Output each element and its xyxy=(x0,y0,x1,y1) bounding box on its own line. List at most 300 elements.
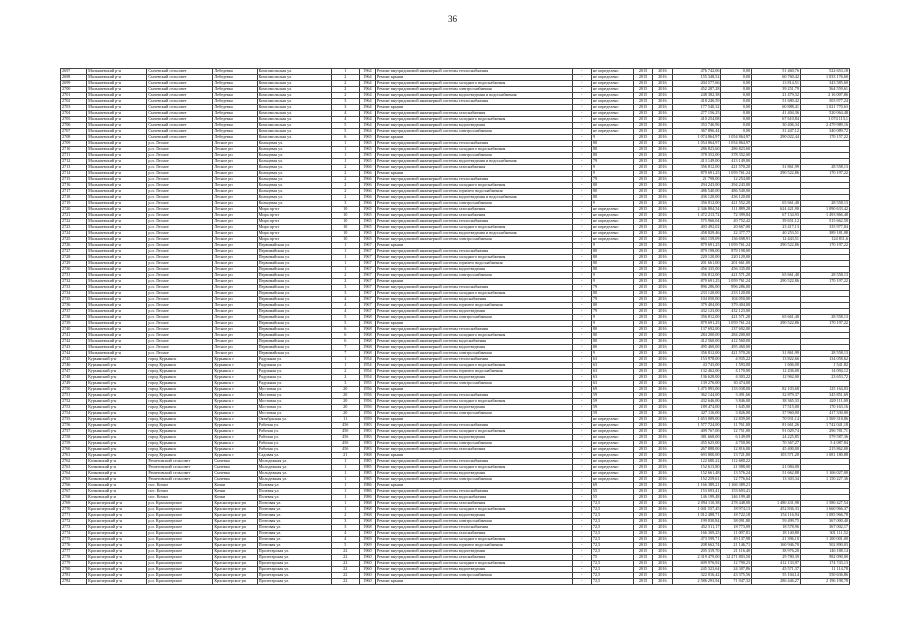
cell-cost-total: 356 812,00 xyxy=(672,351,721,357)
cell-street: Кольцевая ул. xyxy=(257,159,331,165)
cell-cost-total: 362 144,00 xyxy=(672,393,721,399)
cell-row-number: 2703 xyxy=(61,105,87,111)
cell-dash-mark: - xyxy=(572,489,591,495)
cell-cost-fund: 11 097,81 xyxy=(721,531,752,537)
cell-district: Кочковский р-н xyxy=(87,489,147,495)
cell-municipality: Сычевский сельсовет xyxy=(147,87,213,93)
cell-cost-fund: 104 050,00 xyxy=(721,297,752,303)
cell-row-number: 2765 xyxy=(61,477,87,483)
cell-status: 80 xyxy=(591,153,633,159)
cell-locality: Лесное рп xyxy=(213,279,257,285)
cell-work-type: Ремонт внутридомовой инженерной системы теплоснабжения xyxy=(375,423,572,429)
cell-cost-other: 170 197,22 xyxy=(800,171,849,177)
cell-status: 55 xyxy=(591,489,633,495)
cell-build-year: 1969 xyxy=(359,531,375,537)
cell-cost-total: 879 198,00 xyxy=(672,249,721,255)
cell-locality: Лебедевка xyxy=(213,81,257,87)
cell-street: Почтовая ул. xyxy=(257,537,331,543)
cell-dash-mark: - xyxy=(572,213,591,219)
cell-cost-fund: 21 988,00 xyxy=(721,465,752,471)
cell-status: 69 xyxy=(591,387,633,393)
cell-cost-other: 417 330,00 xyxy=(800,411,849,417)
cell-status: не определено xyxy=(591,231,633,237)
cell-cost-owners: 81 661,26 xyxy=(752,423,801,429)
cell-year-start: 2015 xyxy=(633,117,652,123)
cell-row-number: 2718 xyxy=(61,195,87,201)
cell-municipality: Сычевский сельсовет xyxy=(147,75,213,81)
cell-street: Кольцевая ул. xyxy=(257,177,331,183)
cell-cost-owners: 38 976,20 xyxy=(752,549,801,555)
cell-year-start: 2015 xyxy=(633,429,652,435)
cell-cost-other: 579 587,36 xyxy=(800,435,849,441)
cell-municipality: город Курьинск xyxy=(147,435,213,441)
cell-build-year: 1968 xyxy=(359,519,375,525)
cell-build-year: 1964 xyxy=(359,75,375,81)
cell-row-number: 2762 xyxy=(61,459,87,465)
cell-cost-fund: 378 352,00 xyxy=(721,153,752,159)
cell-municipality: р.п. Лесное xyxy=(147,159,213,165)
cell-row-number: 2704 xyxy=(61,111,87,117)
cell-locality: Лесное рп xyxy=(213,201,257,207)
cell-cost-fund: 1 054 864,97 xyxy=(721,141,752,147)
cell-build-year: 1954 xyxy=(359,363,375,369)
cell-cost-other: 170 197,22 xyxy=(800,321,849,327)
cell-locality: Лебедевка xyxy=(213,111,257,117)
cell-year-end: 2016 xyxy=(653,105,672,111)
cell-district: Малышевский р-н xyxy=(87,225,147,231)
cell-municipality: Сычевский сельсовет xyxy=(147,129,213,135)
cell-street: Первомайская ул. xyxy=(257,333,331,339)
cell-locality: Курьинск г xyxy=(213,375,257,381)
cell-cost-owners: 290 522,86 xyxy=(752,243,801,249)
cell-build-year: 1956 xyxy=(359,411,375,417)
cell-build-year: 1956 xyxy=(359,399,375,405)
cell-cost-total: 356 812,00 xyxy=(672,273,721,279)
cell-row-number: 2725 xyxy=(61,237,87,243)
cell-cost-total: 153 978,00 xyxy=(672,357,721,363)
cell-work-type: Ремонт внутридомовой инженерной системы электроснабжения xyxy=(375,201,572,207)
cell-year-end: 2016 xyxy=(653,363,672,369)
cell-cost-owners: 18 140,80 xyxy=(752,531,801,537)
cell-cost-owners: 624 421,90 xyxy=(752,207,801,213)
cell-street: Комсомольская ул. xyxy=(257,99,331,105)
cell-cost-other: 1 081 180,88 xyxy=(800,453,849,459)
cell-row-number: 2713 xyxy=(61,165,87,171)
cell-district: Краснозерский р-н xyxy=(87,573,147,579)
cell-dash-mark: - xyxy=(572,129,591,135)
cell-cost-owners: 37 960,00 xyxy=(752,411,801,417)
cell-street: Первомайская ул. xyxy=(257,285,331,291)
cell-municipality: р.п. Краснозерское xyxy=(147,537,213,543)
cell-locality: Лесное рп xyxy=(213,321,257,327)
cell-cost-owners: 290 022,44 xyxy=(752,135,801,141)
cell-cost-owners: 290 522,86 xyxy=(752,321,801,327)
cell-year-start: 2015 xyxy=(633,405,652,411)
cell-work-type: Ремонт внутридомовой инженерной системы теплоснабжения xyxy=(375,219,572,225)
cell-status: не определено xyxy=(591,471,633,477)
cell-cost-owners: 31 861,99 xyxy=(752,351,801,357)
cell-street: Рабочая ул. xyxy=(257,435,331,441)
cell-municipality: город Курьинск xyxy=(147,369,213,375)
cell-dash-mark: - xyxy=(572,69,591,75)
cell-municipality: р.п. Лесное xyxy=(147,273,213,279)
cell-district: Малышевский р-н xyxy=(87,111,147,117)
cell-district: Малышевский р-н xyxy=(87,165,147,171)
cell-row-number: 2776 xyxy=(61,543,87,549)
cell-cost-owners: 65 661,40 xyxy=(752,315,801,321)
cell-cost-total: 353 746,96 xyxy=(672,123,721,129)
cell-house-number: 1 xyxy=(331,465,359,471)
cell-work-type: Ремонт внутридомовой инженерной системы электроснабжения xyxy=(375,129,572,135)
cell-street: Радужная ул. xyxy=(257,375,331,381)
cell-work-type: Ремонт внутридомовой инженерной системы водоснабжения xyxy=(375,297,572,303)
cell-locality: Лесное рп xyxy=(213,333,257,339)
cell-street: Мостовая ул. xyxy=(257,387,331,393)
cell-cost-owners: 60 888,41 xyxy=(752,105,801,111)
cell-street: Радужная ул. xyxy=(257,357,331,363)
cell-build-year: 1964 xyxy=(359,81,375,87)
cell-cost-owners: 51 662,88 xyxy=(752,471,801,477)
cell-cost-owners: 290 522,86 xyxy=(752,279,801,285)
cell-cost-fund: 421 570,20 xyxy=(721,165,752,171)
cell-year-end: 2016 xyxy=(653,513,672,519)
cell-cost-total: 452 511,17 xyxy=(672,525,721,531)
cell-cost-fund: 24 307,86 xyxy=(721,567,752,573)
cell-build-year: 1954 xyxy=(359,369,375,375)
cell-cost-other: 1 085 966,78 xyxy=(800,513,849,519)
cell-status: 9 xyxy=(591,243,633,249)
cell-row-number: 2780 xyxy=(61,567,87,573)
cell-year-end: 2016 xyxy=(653,81,672,87)
cell-build-year: 1954 xyxy=(359,357,375,363)
cell-status: не определено xyxy=(591,465,633,471)
cell-locality: Краснозерское рп xyxy=(213,573,257,579)
cell-work-type: Ремонт внутридомовой инженерной системы водоотведения xyxy=(375,471,572,477)
cell-build-year: 1966 xyxy=(359,177,375,183)
cell-cost-fund: 30 474,00 xyxy=(721,381,752,387)
cell-dash-mark: - xyxy=(572,381,591,387)
cell-cost-fund: 1 054 864,97 xyxy=(721,135,752,141)
cell-year-start: 2015 xyxy=(633,249,652,255)
cell-municipality: р.п. Лесное xyxy=(147,255,213,261)
cell-cost-total: 205 319,70 xyxy=(672,549,721,555)
cell-cost-other: 28 558,13 xyxy=(800,351,849,357)
cell-year-start: 2015 xyxy=(633,573,652,579)
cell-build-year: 1955 xyxy=(359,381,375,387)
cell-dash-mark: - xyxy=(572,405,591,411)
cell-street: Мира пр-кт xyxy=(257,213,331,219)
cell-build-year: 1985 xyxy=(359,477,375,483)
cell-build-year: 1968 xyxy=(359,315,375,321)
cell-status: 80 xyxy=(591,267,633,273)
cell-status: не определено xyxy=(591,225,633,231)
cell-cost-total: 199 830,84 xyxy=(672,519,721,525)
cell-work-type: Ремонт внутридомовой инженерной системы теплоснабжения xyxy=(375,249,572,255)
cell-work-type: Ремонт внутридомовой инженерной системы холодного водоснабжения xyxy=(375,117,572,123)
cell-street: Комсомольская ул. xyxy=(257,117,331,123)
cell-build-year: 1966 xyxy=(359,165,375,171)
cell-work-type: Ремонт внутридомовой инженерной системы газоснабжения xyxy=(375,531,572,537)
cell-house-number: 1 xyxy=(331,507,359,513)
cell-year-start: 2015 xyxy=(633,231,652,237)
cell-house-number: 1 xyxy=(331,249,359,255)
cell-work-type: Ремонт внутридомовой инженерной системы электроснабжения xyxy=(375,381,572,387)
cell-locality: Курьинск г xyxy=(213,411,257,417)
cell-work-type: Ремонт внутридомовой инженерной системы холодного водоснабжения xyxy=(375,183,572,189)
cell-dash-mark: - xyxy=(572,75,591,81)
cell-row-number: 2770 xyxy=(61,507,87,513)
cell-locality: Лесное рп xyxy=(213,351,257,357)
cell-status: 80 xyxy=(591,291,633,297)
cell-year-end: 2016 xyxy=(653,249,672,255)
cell-build-year: 1956 xyxy=(359,393,375,399)
cell-cost-other: 502 890,03 xyxy=(800,543,849,549)
cell-municipality: р.п. Лесное xyxy=(147,195,213,201)
cell-build-year: 1968 xyxy=(359,339,375,345)
cell-cost-fund: 12 271 803,50 xyxy=(721,555,752,561)
cell-cost-fund: 4 935,22 xyxy=(721,357,752,363)
cell-house-number: 22 xyxy=(331,579,359,585)
cell-municipality: Решетовский сельсовет xyxy=(147,471,213,477)
cell-cost-fund: 896 286,00 xyxy=(721,285,752,291)
cell-cost-total: 427 116,00 xyxy=(672,411,721,417)
cell-locality: Лесное рп xyxy=(213,291,257,297)
cell-dash-mark: - xyxy=(572,561,591,567)
cell-row-number: 2735 xyxy=(61,297,87,303)
cell-municipality: р.п. Лесное xyxy=(147,261,213,267)
cell-locality: Курьинск г xyxy=(213,453,257,459)
cell-dash-mark: - xyxy=(572,327,591,333)
cell-cost-fund: 0,00 xyxy=(721,81,752,87)
cell-work-type: Ремонт внутридомовой инженерной системы горячего водоснабжения xyxy=(375,543,572,549)
cell-cost-owners: 55 104,14 xyxy=(752,573,801,579)
cell-status: 80 xyxy=(591,339,633,345)
cell-cost-other: 1 742 041,18 xyxy=(800,423,849,429)
cell-build-year: 1965 xyxy=(359,135,375,141)
cell-dash-mark: - xyxy=(572,483,591,489)
cell-district: Краснозерский р-н xyxy=(87,549,147,555)
cell-district: Краснозерский р-н xyxy=(87,567,147,573)
cell-district: Малышевский р-н xyxy=(87,267,147,273)
cell-cost-total: 286 823,60 xyxy=(672,147,721,153)
cell-year-start: 2015 xyxy=(633,93,652,99)
cell-row-number: 2712 xyxy=(61,159,87,165)
cell-municipality: р.п. Лесное xyxy=(147,231,213,237)
cell-street: Рабочая ул. xyxy=(257,447,331,453)
cell-street: Пролетарская ул. xyxy=(257,567,331,573)
cell-year-start: 2015 xyxy=(633,369,652,375)
cell-locality: Курьинск г xyxy=(213,441,257,447)
cell-house-number: 6 xyxy=(331,135,359,141)
cell-row-number: 2711 xyxy=(61,153,87,159)
cell-work-type: Ремонт внутридомовой инженерной системы горячего водоснабжения xyxy=(375,369,572,375)
cell-cost-total: 2 094 110,38 xyxy=(672,501,721,507)
cell-locality: Курьинск г xyxy=(213,429,257,435)
cell-status: 79 xyxy=(591,309,633,315)
cell-row-number: 2717 xyxy=(61,189,87,195)
cell-year-end: 2016 xyxy=(653,297,672,303)
cell-cost-fund: 278 448,00 xyxy=(721,501,752,507)
cell-status: 80 xyxy=(591,195,633,201)
cell-year-end: 2016 xyxy=(653,423,672,429)
cell-year-end: 2016 xyxy=(653,99,672,105)
cell-cost-other: 389 181,08 xyxy=(800,231,849,237)
cell-cost-fund: 12 790,23 xyxy=(721,561,752,567)
cell-street: Почтовая ул. xyxy=(257,519,331,525)
cell-work-type: Ремонт внутридомовой инженерной системы электроснабжения xyxy=(375,87,572,93)
cell-cost-total: 356 812,00 xyxy=(672,201,721,207)
cell-cost-fund: 456 335,00 xyxy=(721,267,752,273)
cell-cost-owners: 1 606,00 xyxy=(752,363,801,369)
cell-house-number: 4 xyxy=(331,309,359,315)
cell-locality: Курьинск г xyxy=(213,417,257,423)
cell-status: не определено xyxy=(591,87,633,93)
cell-house-number: 3 xyxy=(331,201,359,207)
cell-cost-fund: 3 846,00 xyxy=(721,399,752,405)
cell-cost-fund: 1 059 761,24 xyxy=(721,279,752,285)
cell-status: 72,5 xyxy=(591,567,633,573)
cell-cost-fund: 0,00 xyxy=(721,87,752,93)
cell-year-start: 2015 xyxy=(633,237,652,243)
cell-district: Краснозерский р-н xyxy=(87,531,147,537)
cell-work-type: Ремонт внутридомовой инженерной системы холодного водоснабжения xyxy=(375,465,572,471)
cell-locality: Лебедевка xyxy=(213,123,257,129)
cell-cost-total: 189 474,00 xyxy=(672,405,721,411)
cell-locality: Краснозерское рп xyxy=(213,507,257,513)
cell-street: Первомайская ул. xyxy=(257,249,331,255)
cell-cost-owners: 12 962,00 xyxy=(752,375,801,381)
cell-year-end: 2016 xyxy=(653,219,672,225)
cell-year-end: 2016 xyxy=(653,357,672,363)
cell-municipality: Сычевский сельсовет xyxy=(147,93,213,99)
cell-locality: Лесное рп xyxy=(213,153,257,159)
cell-year-start: 2015 xyxy=(633,417,652,423)
cell-municipality: Сычевский сельсовет xyxy=(147,105,213,111)
cell-street: Рабочая ул. xyxy=(257,441,331,447)
cell-year-end: 2016 xyxy=(653,417,672,423)
cell-municipality: р.п. Лесное xyxy=(147,207,213,213)
cell-cost-total: 609 976,92 xyxy=(672,561,721,567)
cell-district: Малышевский р-н xyxy=(87,297,147,303)
cell-district: Курьинский р-н xyxy=(87,411,147,417)
cell-year-start: 2015 xyxy=(633,213,652,219)
cell-district: Малышевский р-н xyxy=(87,129,147,135)
cell-cost-fund: 413 149,00 xyxy=(721,159,752,165)
cell-cost-other: 343 585,60 xyxy=(800,81,849,87)
cell-street: Полевая ул. xyxy=(257,495,331,501)
cell-status: 9 xyxy=(591,171,633,177)
cell-municipality: р.п. Лесное xyxy=(147,249,213,255)
cell-district: Краснозерский р-н xyxy=(87,555,147,561)
cell-cost-total: 153 693,41 xyxy=(672,489,721,495)
cell-year-end: 2016 xyxy=(653,579,672,585)
cell-municipality: пос. Кочки xyxy=(147,495,213,501)
cell-cost-fund: 233 120,00 xyxy=(721,291,752,297)
cell-work-type: Ремонт внутридомовой инженерной системы газоснабжения xyxy=(375,111,572,117)
cell-district: Курьинский р-н xyxy=(87,387,147,393)
cell-cost-other: 134 058,62 xyxy=(800,357,849,363)
cell-cost-total: 177 540,32 xyxy=(672,105,721,111)
cell-work-type: Ремонт внутридомовой инженерной системы водоотведения xyxy=(375,123,572,129)
cell-status: 63 xyxy=(591,363,633,369)
cell-house-number: 20 xyxy=(331,387,359,393)
cell-dash-mark: - xyxy=(572,231,591,237)
cell-work-type: Ремонт крыши xyxy=(375,171,572,177)
cell-dash-mark: - xyxy=(572,303,591,309)
cell-row-number: 2757 xyxy=(61,429,87,435)
cell-locality: Курьинск г xyxy=(213,405,257,411)
cell-year-end: 2016 xyxy=(653,171,672,177)
cell-status: 80 xyxy=(591,141,633,147)
cell-house-number: 4 xyxy=(331,117,359,123)
cell-cost-owners: 12 436,00 xyxy=(752,369,801,375)
cell-cost-owners: 70 931,14 xyxy=(752,417,801,423)
cell-work-type: Ремонт крыши xyxy=(375,321,572,327)
cell-year-start: 2015 xyxy=(633,69,652,75)
cell-district: Малышевский р-н xyxy=(87,273,147,279)
cell-locality: Краснозерское рп xyxy=(213,567,257,573)
cell-year-start: 2015 xyxy=(633,327,652,333)
cell-status: не определено xyxy=(591,429,633,435)
cell-year-start: 2015 xyxy=(633,423,652,429)
cell-status: 72,5 xyxy=(591,501,633,507)
cell-district: Малышевский р-н xyxy=(87,255,147,261)
cell-cost-fund: 495 460,00 xyxy=(721,345,752,351)
cell-cost-other: 550 636,86 xyxy=(800,573,849,579)
cell-locality: Лебедевка xyxy=(213,69,257,75)
cell-build-year: 1968 xyxy=(359,501,375,507)
cell-year-start: 2015 xyxy=(633,441,652,447)
cell-cost-other: 515 662,50 xyxy=(800,219,849,225)
cell-row-number: 2760 xyxy=(61,447,87,453)
cell-build-year: 1960 xyxy=(359,555,375,561)
cell-year-end: 2016 xyxy=(653,471,672,477)
cell-row-number: 2759 xyxy=(61,441,87,447)
cell-row-number: 2698 xyxy=(61,75,87,81)
cell-year-start: 2015 xyxy=(633,177,652,183)
cell-cost-total: 132 462,00 xyxy=(672,369,721,375)
cell-work-type: Ремонт внутридомовой инженерной системы холодного водоснабжения xyxy=(375,147,572,153)
cell-cost-owners: 21 084,00 xyxy=(752,465,801,471)
cell-cost-fund: 20 752,42 xyxy=(721,219,752,225)
cell-locality: Лесное рп xyxy=(213,159,257,165)
cell-row-number: 2774 xyxy=(61,531,87,537)
cell-year-end: 2016 xyxy=(653,573,672,579)
cell-year-end: 2016 xyxy=(653,405,672,411)
cell-cost-fund: 13 576,24 xyxy=(721,471,752,477)
cell-row-number: 2758 xyxy=(61,435,87,441)
cell-build-year: 1965 xyxy=(359,147,375,153)
cell-year-start: 2015 xyxy=(633,477,652,483)
cell-build-year: 1985 xyxy=(359,465,375,471)
cell-cost-owners: 65 661,40 xyxy=(752,201,801,207)
cell-work-type: Ремонт внутридомовой инженерной системы холодного водоснабжения xyxy=(375,561,572,567)
cell-build-year: 1967 xyxy=(359,255,375,261)
cell-build-year: 1967 xyxy=(359,273,375,279)
cell-district: Краснозерский р-н xyxy=(87,507,147,513)
cell-year-end: 2016 xyxy=(653,381,672,387)
cell-work-type: Ремонт внутридомовой инженерной системы холодного водоснабжения xyxy=(375,537,572,543)
cell-work-type: Ремонт внутридомовой инженерной системы водоотведения xyxy=(375,549,572,555)
cell-row-number: 2775 xyxy=(61,537,87,543)
cell-locality: Лебедевка xyxy=(213,135,257,141)
cell-municipality: р.п. Лесное xyxy=(147,351,213,357)
cell-work-type: Ремонт внутридомовой инженерной системы электроснабжения xyxy=(375,441,572,447)
cell-district: Малышевский р-н xyxy=(87,99,147,105)
cell-year-end: 2016 xyxy=(653,375,672,381)
cell-build-year: 1986 xyxy=(359,489,375,495)
cell-status: не определено xyxy=(591,417,633,423)
